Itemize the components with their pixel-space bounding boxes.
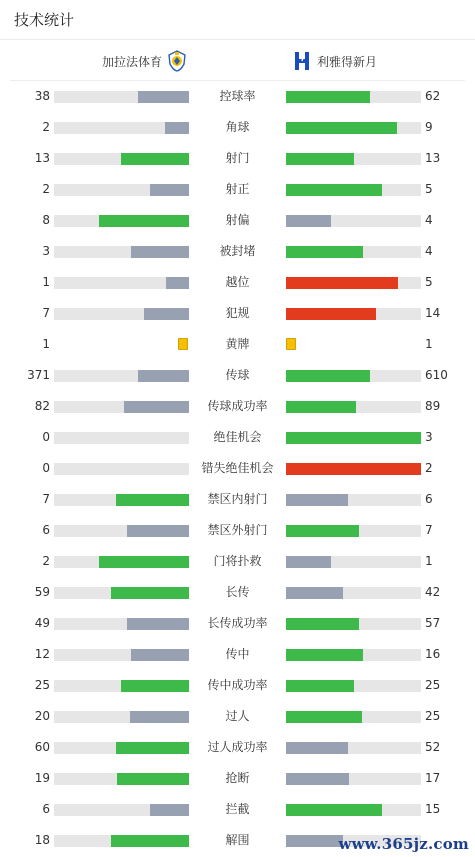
home-stat-bar: [54, 432, 189, 444]
home-stat-bar-fill: [144, 308, 189, 320]
al-gharafa-crest-icon: [167, 50, 187, 72]
home-stat-bar-fill: [121, 680, 189, 692]
home-stat-bar-fill: [150, 804, 189, 816]
away-stat-bar: [286, 587, 421, 599]
away-stat-bar: [286, 277, 421, 289]
stat-label: 传球成功率: [207, 399, 268, 413]
stat-row: [0, 732, 475, 763]
away-stat-bar-fill: [286, 122, 397, 134]
home-stat-bar-fill: [165, 122, 189, 134]
home-stat-value: 49: [34, 616, 50, 630]
away-stat-bar: [286, 246, 421, 258]
away-stat-bar: [286, 308, 421, 320]
home-stat-bar-fill: [138, 91, 189, 103]
stat-label: 错失绝佳机会: [201, 461, 274, 475]
home-stat-value: 82: [34, 399, 50, 413]
home-stat-bar-fill: [117, 773, 189, 785]
away-stat-value: 52: [425, 740, 441, 754]
home-stat-value: 59: [34, 585, 50, 599]
stat-label: 传中: [225, 647, 250, 661]
home-stat-value: 7: [42, 306, 50, 320]
yellow-card-icon: [286, 338, 296, 350]
away-stat-bar-fill: [286, 556, 331, 568]
stat-label: 传球: [225, 368, 250, 382]
home-stat-value: 25: [34, 678, 50, 692]
away-stat-bar-fill: [286, 618, 359, 630]
away-stat-value: 3: [425, 430, 433, 444]
away-stat-bar-fill: [286, 246, 363, 258]
home-stat-value: 7: [42, 492, 50, 506]
home-stat-value: 0: [42, 430, 50, 444]
away-stat-bar: [286, 215, 421, 227]
home-stat-bar: [54, 525, 189, 537]
stat-row: [0, 701, 475, 732]
home-stat-bar: [54, 463, 189, 475]
home-stat-bar: [54, 587, 189, 599]
away-stat-bar-fill: [286, 494, 348, 506]
away-stat-bar-fill: [286, 432, 421, 444]
stat-row: [0, 236, 475, 267]
home-stat-bar: [54, 773, 189, 785]
away-stat-bar-fill: [286, 277, 398, 289]
home-stat-bar-fill: [116, 494, 189, 506]
away-team[interactable]: [292, 41, 377, 81]
stat-label: 长传成功率: [207, 616, 268, 630]
home-stat-value: 1: [42, 275, 50, 289]
away-stat-bar: [286, 556, 421, 568]
home-stat-value: 60: [34, 740, 50, 754]
home-stat-bar: [54, 246, 189, 258]
stat-row: [0, 577, 475, 608]
stat-label: 射偏: [225, 213, 250, 227]
away-stat-value: 4: [425, 244, 433, 258]
stat-row: [0, 515, 475, 546]
stat-row: [0, 453, 475, 484]
home-stat-bar-fill: [166, 277, 189, 289]
stat-label: 过人: [225, 709, 250, 723]
home-stat-bar-fill: [131, 246, 189, 258]
stat-label: 传中成功率: [207, 678, 268, 692]
home-stat-value: 2: [42, 554, 50, 568]
stat-label: 射正: [225, 182, 250, 196]
stat-row: [0, 360, 475, 391]
home-stat-bar-fill: [131, 649, 189, 661]
home-stat-bar-fill: [130, 711, 189, 723]
away-stat-bar-fill: [286, 308, 376, 320]
stat-row: [0, 174, 475, 205]
home-stat-value: 6: [42, 802, 50, 816]
stat-row: [0, 484, 475, 515]
away-stat-bar: [286, 711, 421, 723]
home-stat-bar-fill: [127, 618, 189, 630]
home-stat-bar: [54, 835, 189, 847]
away-stat-value: 13: [425, 151, 441, 165]
away-stat-value: 610: [425, 368, 448, 382]
away-stat-bar: [286, 804, 421, 816]
home-stat-bar-fill: [111, 587, 189, 599]
stat-row: [0, 422, 475, 453]
home-stat-bar: [54, 370, 189, 382]
away-stat-bar: [286, 742, 421, 754]
stat-label: 控球率: [219, 89, 256, 103]
stat-label: 黄牌: [225, 337, 250, 351]
away-stat-value: 57: [425, 616, 441, 630]
away-stat-bar: [286, 680, 421, 692]
home-stat-bar: [54, 804, 189, 816]
site-watermark: www.365jz.com: [338, 835, 469, 853]
away-stat-value: 17: [425, 771, 441, 785]
stat-label: 抢断: [225, 771, 250, 785]
away-stat-bar-fill: [286, 91, 370, 103]
stat-label: 门将扑救: [213, 554, 262, 568]
away-stat-value: 14: [425, 306, 441, 320]
stat-label: 被封堵: [219, 244, 256, 258]
away-stat-bar: [286, 153, 421, 165]
away-stat-bar: [286, 525, 421, 537]
home-stat-value: 20: [34, 709, 50, 723]
away-stat-bar: [286, 370, 421, 382]
home-stat-value: 0: [42, 461, 50, 475]
away-stat-value: 89: [425, 399, 441, 413]
home-stat-value: 1: [42, 337, 50, 351]
away-stat-value: 5: [425, 182, 433, 196]
home-stat-value: 8: [42, 213, 50, 227]
home-stat-bar-fill: [150, 184, 189, 196]
home-stat-bar: [54, 649, 189, 661]
away-stat-value: 15: [425, 802, 441, 816]
away-stat-value: 1: [425, 337, 433, 351]
home-stat-bar: [54, 680, 189, 692]
home-stat-bar: [54, 91, 189, 103]
home-stat-bar-fill: [138, 370, 189, 382]
away-stat-bar: [286, 618, 421, 630]
away-stat-bar-fill: [286, 742, 348, 754]
away-stat-bar-fill: [286, 680, 354, 692]
home-stat-value: 2: [42, 120, 50, 134]
away-stat-bar-fill: [286, 215, 331, 227]
home-stat-bar: [54, 122, 189, 134]
away-stat-bar: [286, 122, 421, 134]
away-stat-bar: [286, 463, 421, 475]
home-stat-bar: [54, 308, 189, 320]
away-stat-value: 7: [425, 523, 433, 537]
stat-label: 越位: [225, 275, 250, 289]
home-stat-bar: [54, 401, 189, 413]
home-stat-bar: [54, 153, 189, 165]
stat-row: [0, 391, 475, 422]
stat-row: [0, 639, 475, 670]
away-stat-bar-fill: [286, 835, 343, 847]
stat-label: 禁区内射门: [207, 492, 268, 506]
away-team-name: 利雅得新月: [317, 54, 378, 69]
away-stat-value: 2: [425, 461, 433, 475]
home-stat-bar: [54, 711, 189, 723]
home-stat-bar: [54, 215, 189, 227]
home-stat-bar-fill: [116, 742, 189, 754]
away-stat-bar: [286, 494, 421, 506]
home-stat-value: 18: [34, 833, 50, 847]
stat-row: [0, 763, 475, 794]
away-stat-bar: [286, 401, 421, 413]
stat-label: 过人成功率: [207, 740, 268, 754]
home-team[interactable]: [102, 41, 187, 81]
away-stat-value: 62: [425, 89, 441, 103]
away-stat-bar-fill: [286, 804, 382, 816]
away-stat-value: 42: [425, 585, 441, 599]
away-stat-value: 5: [425, 275, 433, 289]
home-stat-bar: [54, 184, 189, 196]
home-stat-bar: [54, 277, 189, 289]
away-stat-value: 9: [425, 120, 433, 134]
home-stat-value: 12: [34, 647, 50, 661]
home-stat-bar: [54, 742, 189, 754]
away-stat-value: 25: [425, 709, 441, 723]
away-stat-bar-fill: [286, 525, 359, 537]
stat-row: [0, 608, 475, 639]
stat-row: [0, 143, 475, 174]
home-stat-value: 371: [27, 368, 50, 382]
away-stat-bar: [286, 432, 421, 444]
away-stat-bar-fill: [286, 773, 349, 785]
home-stat-value: 19: [34, 771, 50, 785]
home-stat-bar: [54, 618, 189, 630]
away-stat-value: 1: [425, 554, 433, 568]
home-stat-bar-fill: [99, 556, 189, 568]
home-stat-bar-fill: [121, 153, 189, 165]
away-stat-bar-fill: [286, 184, 382, 196]
home-stat-value: 6: [42, 523, 50, 537]
stat-label: 角球: [225, 120, 250, 134]
home-stat-bar-fill: [99, 215, 189, 227]
home-team-name: 加拉法体育: [102, 54, 163, 69]
away-stat-bar-fill: [286, 649, 363, 661]
home-stat-value: 3: [42, 244, 50, 258]
away-stat-bar-fill: [286, 711, 362, 723]
stat-row: [0, 329, 475, 360]
away-stat-value: 4: [425, 213, 433, 227]
stat-label: 犯规: [225, 306, 250, 320]
home-stat-bar: [54, 556, 189, 568]
away-stat-bar: [286, 91, 421, 103]
stat-label: 射门: [225, 151, 250, 165]
stat-row: [0, 546, 475, 577]
stat-row: [0, 81, 475, 112]
stats-list: [0, 81, 475, 856]
away-stat-bar-fill: [286, 463, 421, 475]
away-stat-value: 16: [425, 647, 441, 661]
away-stat-bar-fill: [286, 587, 343, 599]
stat-label: 解围: [225, 833, 250, 847]
stat-row: [0, 670, 475, 701]
home-stat-value: 2: [42, 182, 50, 196]
away-stat-bar: [286, 773, 421, 785]
away-stat-bar: [286, 649, 421, 661]
stat-label: 拦截: [225, 802, 250, 816]
page-title: 技术统计: [14, 11, 75, 29]
away-stat-value: 6: [425, 492, 433, 506]
stats-header: [0, 0, 475, 40]
teams-row: [10, 41, 465, 81]
stat-row: [0, 267, 475, 298]
home-stat-value: 13: [34, 151, 50, 165]
away-stat-bar-fill: [286, 153, 354, 165]
stat-label: 禁区外射门: [207, 523, 268, 537]
home-stat-value: 38: [34, 89, 50, 103]
stat-row: [0, 298, 475, 329]
home-stat-bar: [54, 494, 189, 506]
home-stat-bar-fill: [124, 401, 189, 413]
stat-row: [0, 794, 475, 825]
away-stat-bar-fill: [286, 401, 356, 413]
away-stat-value: 25: [425, 678, 441, 692]
yellow-card-icon: [178, 338, 188, 350]
al-hilal-crest-icon: [292, 50, 312, 72]
stat-row: [0, 205, 475, 236]
stat-label: 绝佳机会: [213, 430, 262, 444]
away-stat-bar-fill: [286, 370, 370, 382]
stat-label: 长传: [225, 585, 250, 599]
stat-row: [0, 112, 475, 143]
away-stat-bar: [286, 184, 421, 196]
home-stat-bar-fill: [127, 525, 189, 537]
home-stat-bar-fill: [111, 835, 189, 847]
